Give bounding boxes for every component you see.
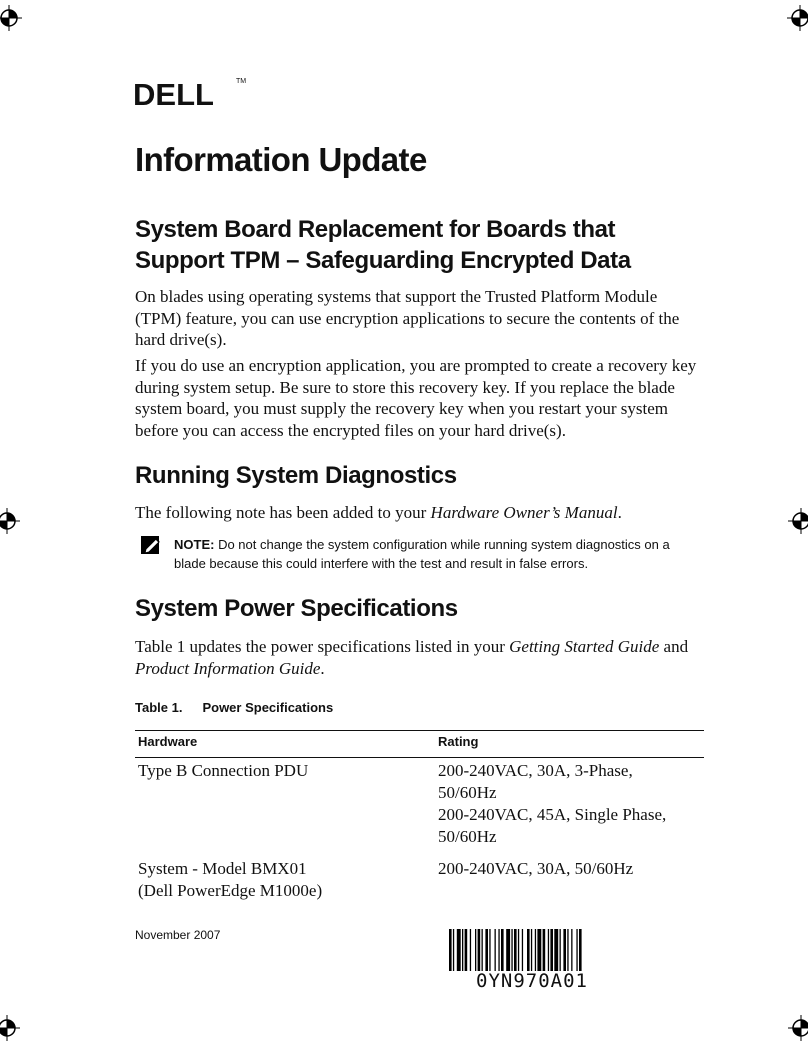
table-header-rating: Rating <box>438 734 479 749</box>
barcode-bar <box>554 929 558 971</box>
tpm-paragraph-2: If you do use an encryption application, you are prompted to create a recovery key during system setup. Be sure to store this recovery key. If you replace the blade system board, you must supply the recovery key when you restart your system before you can access the encrypted files on your hard drive(s). <box>135 356 697 440</box>
intro-text: and <box>659 637 689 656</box>
cell-line: 200-240VAC, 45A, Single Phase, <box>438 805 667 824</box>
cell-line: 50/60Hz <box>438 783 497 802</box>
barcode-bar <box>457 929 461 971</box>
tpm-paragraph-1: On blades using operating systems that support the Trusted Platform Module (TPM) feature, you can use encryption applications to secure the contents of the hard drive(s). <box>135 287 680 349</box>
intro-text: The following note has been added to your <box>135 503 431 522</box>
registration-mark-icon <box>788 1015 808 1041</box>
barcode-bar <box>449 929 452 971</box>
table-caption <box>135 700 333 715</box>
barcode-bar <box>518 929 519 971</box>
barcode-bar <box>576 929 577 971</box>
diagnostics-intro <box>135 502 700 524</box>
barcode-bar <box>560 929 561 971</box>
table-number: Table 1. <box>135 700 183 715</box>
barcode-bar <box>571 929 572 971</box>
barcode-bar <box>511 929 512 971</box>
guide-title: Product Information Guide <box>135 658 321 678</box>
part-number: 0YN970A01 <box>476 970 588 992</box>
registration-mark-icon <box>788 508 808 534</box>
intro-end: . <box>320 658 325 678</box>
cell-line: 200-240VAC, 30A, 50/60Hz <box>438 859 634 878</box>
registration-mark-icon <box>0 1015 20 1041</box>
publication-date: November 2007 <box>135 928 221 942</box>
section-heading-diagnostics: Running System Diagnostics <box>135 462 457 489</box>
barcode-bar <box>475 929 476 971</box>
note-body: Do not change the system configuration while running system diagnostics on a blade because this could interfere with the test and result in false errors. <box>174 537 670 571</box>
cell-line: (Dell PowerEdge M1000e) <box>138 881 323 900</box>
barcode-bar <box>567 929 568 971</box>
note-text <box>174 535 704 573</box>
intro-end: . <box>617 503 622 522</box>
dell-logo <box>133 77 247 112</box>
barcode-bar <box>498 929 499 971</box>
table-cell-hardware <box>138 760 308 782</box>
barcode-bar <box>453 929 454 971</box>
barcode-icon <box>449 929 659 971</box>
barcode-bar <box>478 929 481 971</box>
manual-title: Hardware Owner’s Manual <box>430 503 618 522</box>
cell-line: System - Model BMX01 <box>138 859 307 878</box>
barcode-bar <box>482 929 483 971</box>
barcode-bar <box>514 929 517 971</box>
guide-title: Getting Started Guide <box>509 637 660 656</box>
table-header-hardware: Hardware <box>138 734 198 749</box>
page-title: Information Update <box>135 141 427 178</box>
table-cell-rating <box>438 760 666 848</box>
barcode-bar <box>543 929 546 971</box>
heading-line: Support TPM – Safeguarding Encrypted Data <box>135 247 631 274</box>
barcode-bar <box>535 929 536 971</box>
section-heading-power: System Power Specifications <box>135 595 458 622</box>
registration-mark-icon <box>787 5 808 31</box>
barcode-bar <box>465 929 468 971</box>
note-pencil-icon <box>140 534 164 556</box>
barcode-bar <box>537 929 541 971</box>
barcode-bar <box>470 929 471 971</box>
note-label: NOTE: <box>174 537 215 552</box>
table-title: Power Specifications <box>202 700 334 715</box>
barcode-bar <box>522 929 523 971</box>
trademark-symbol: TM <box>236 78 247 85</box>
logo-text: DELL <box>133 77 214 112</box>
barcode-bar <box>489 929 490 971</box>
cell-line: Type B Connection PDU <box>138 761 309 780</box>
cell-line: 200-240VAC, 30A, 3-Phase, <box>438 761 633 780</box>
barcode-bar <box>495 929 496 971</box>
barcode-bar <box>501 929 504 971</box>
table-top-rule <box>135 730 704 731</box>
registration-mark-icon <box>0 508 20 534</box>
heading-line: System Board Replacement for Boards that <box>135 216 616 243</box>
barcode-bar <box>531 929 532 971</box>
barcode-bar <box>462 929 463 971</box>
registration-mark-icon <box>0 5 22 31</box>
barcode-bar <box>485 929 488 971</box>
table-cell-hardware <box>138 858 322 902</box>
barcode-bar <box>527 929 530 971</box>
intro-text: Table 1 updates the power specifications listed in your <box>135 637 510 656</box>
cell-line: 50/60Hz <box>438 827 497 846</box>
table-header-rule <box>135 757 704 758</box>
section-heading-tpm <box>135 214 631 276</box>
barcode-bar <box>506 929 510 971</box>
barcode-bar <box>550 929 553 971</box>
table-cell-rating <box>438 858 633 880</box>
barcode-bar <box>579 929 582 971</box>
power-intro <box>135 636 700 679</box>
barcode-bar <box>563 929 566 971</box>
barcode-bar <box>548 929 549 971</box>
